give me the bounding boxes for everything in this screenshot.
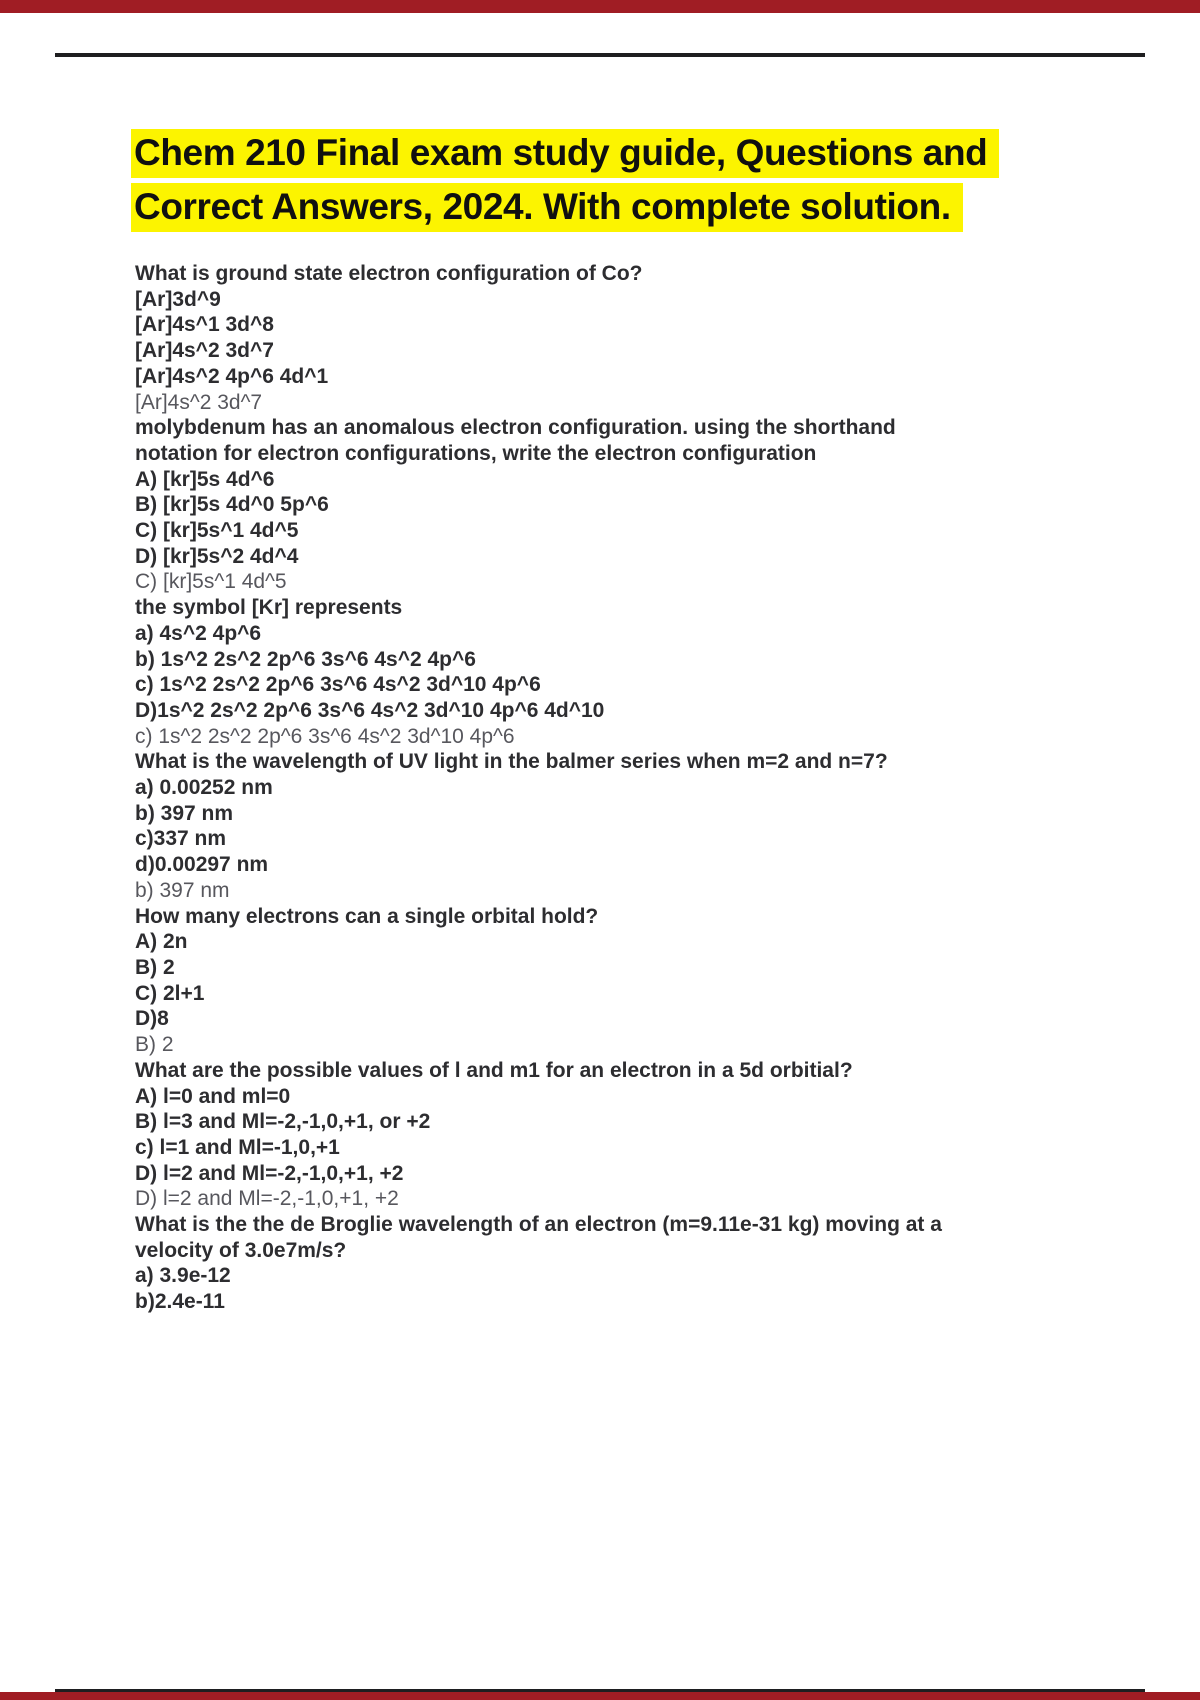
question-line: What is the wavelength of UV light in the balmer series when m=2 and n=7?	[135, 750, 888, 774]
question-line: D)1s^2 2s^2 2p^6 3s^6 4s^2 3d^10 4p^6 4d^10	[135, 698, 605, 722]
question-line: C) [kr]5s^1 4d^5	[135, 519, 299, 543]
question-line: a) 0.00252 nm	[135, 776, 273, 800]
question-line: A) [kr]5s 4d^6	[135, 467, 275, 491]
question-line: the symbol [Kr] represents	[135, 596, 403, 620]
question-line: molybdenum has an anomalous electron configuration. using the shorthand	[135, 416, 896, 440]
answer-line: D) l=2 and Ml=-2,-1,0,+1, +2	[135, 1187, 399, 1211]
question-line: d)0.00297 nm	[135, 853, 269, 877]
question-line: A) l=0 and ml=0	[135, 1084, 291, 1108]
question-line: B) 2	[135, 955, 175, 979]
top-red-bar	[0, 0, 1200, 13]
top-divider-rule	[55, 53, 1145, 57]
answer-line: b) 397 nm	[135, 878, 230, 902]
question-line: B) [kr]5s 4d^0 5p^6	[135, 493, 329, 517]
question-line: notation for electron configurations, write the electron configuration	[135, 441, 817, 465]
question-line: What are the possible values of l and m1 for an electron in a 5d orbitial?	[135, 1058, 853, 1082]
page-title-line-2	[131, 180, 999, 233]
question-line: D)8	[135, 1007, 169, 1031]
question-line: b) 1s^2 2s^2 2p^6 3s^6 4s^2 4p^6	[135, 647, 476, 671]
answer-line: c) 1s^2 2s^2 2p^6 3s^6 4s^2 3d^10 4p^6	[135, 724, 515, 748]
question-line: b) 397 nm	[135, 801, 234, 825]
question-line: [Ar]4s^2 4p^6 4d^1	[135, 364, 329, 388]
question-line: What is the the de Broglie wavelength of an electron (m=9.11e-31 kg) moving at a	[135, 1213, 942, 1237]
question-line: [Ar]3d^9	[135, 287, 221, 311]
page-title	[131, 126, 999, 234]
answer-line: B) 2	[135, 1033, 174, 1057]
question-line: b)2.4e-11	[135, 1290, 225, 1314]
title-highlight: Correct Answers, 2024. With complete solution.	[131, 183, 963, 232]
question-line: What is ground state electron configuration of Co?	[135, 262, 643, 285]
question-line: A) 2n	[135, 930, 188, 954]
question-line: How many electrons can a single orbital hold?	[135, 904, 599, 928]
question-line: B) l=3 and Ml=-2,-1,0,+1, or +2	[135, 1110, 431, 1134]
question-line: D) l=2 and Ml=-2,-1,0,+1, +2	[135, 1161, 404, 1185]
question-line: c)337 nm	[135, 827, 227, 851]
question-line: C) 2l+1	[135, 981, 205, 1005]
page-title-line-1	[131, 126, 999, 179]
question-line: c) 1s^2 2s^2 2p^6 3s^6 4s^2 3d^10 4p^6	[135, 673, 541, 697]
question-line: [Ar]4s^1 3d^8	[135, 313, 274, 337]
bottom-red-bar	[0, 1692, 1200, 1700]
question-line: D) [kr]5s^2 4d^4	[135, 544, 299, 568]
answer-line: [Ar]4s^2 3d^7	[135, 390, 263, 414]
question-line: c) l=1 and Ml=-1,0,+1	[135, 1135, 340, 1159]
question-line: velocity of 3.0e7m/s?	[135, 1238, 347, 1262]
answer-line: C) [kr]5s^1 4d^5	[135, 570, 287, 594]
title-highlight: Chem 210 Final exam study guide, Questions and	[131, 129, 999, 178]
question-line: a) 4s^2 4p^6	[135, 621, 262, 645]
question-line: a) 3.9e-12	[135, 1264, 231, 1288]
question-line: [Ar]4s^2 3d^7	[135, 339, 274, 363]
qa-lines	[135, 261, 1155, 1315]
